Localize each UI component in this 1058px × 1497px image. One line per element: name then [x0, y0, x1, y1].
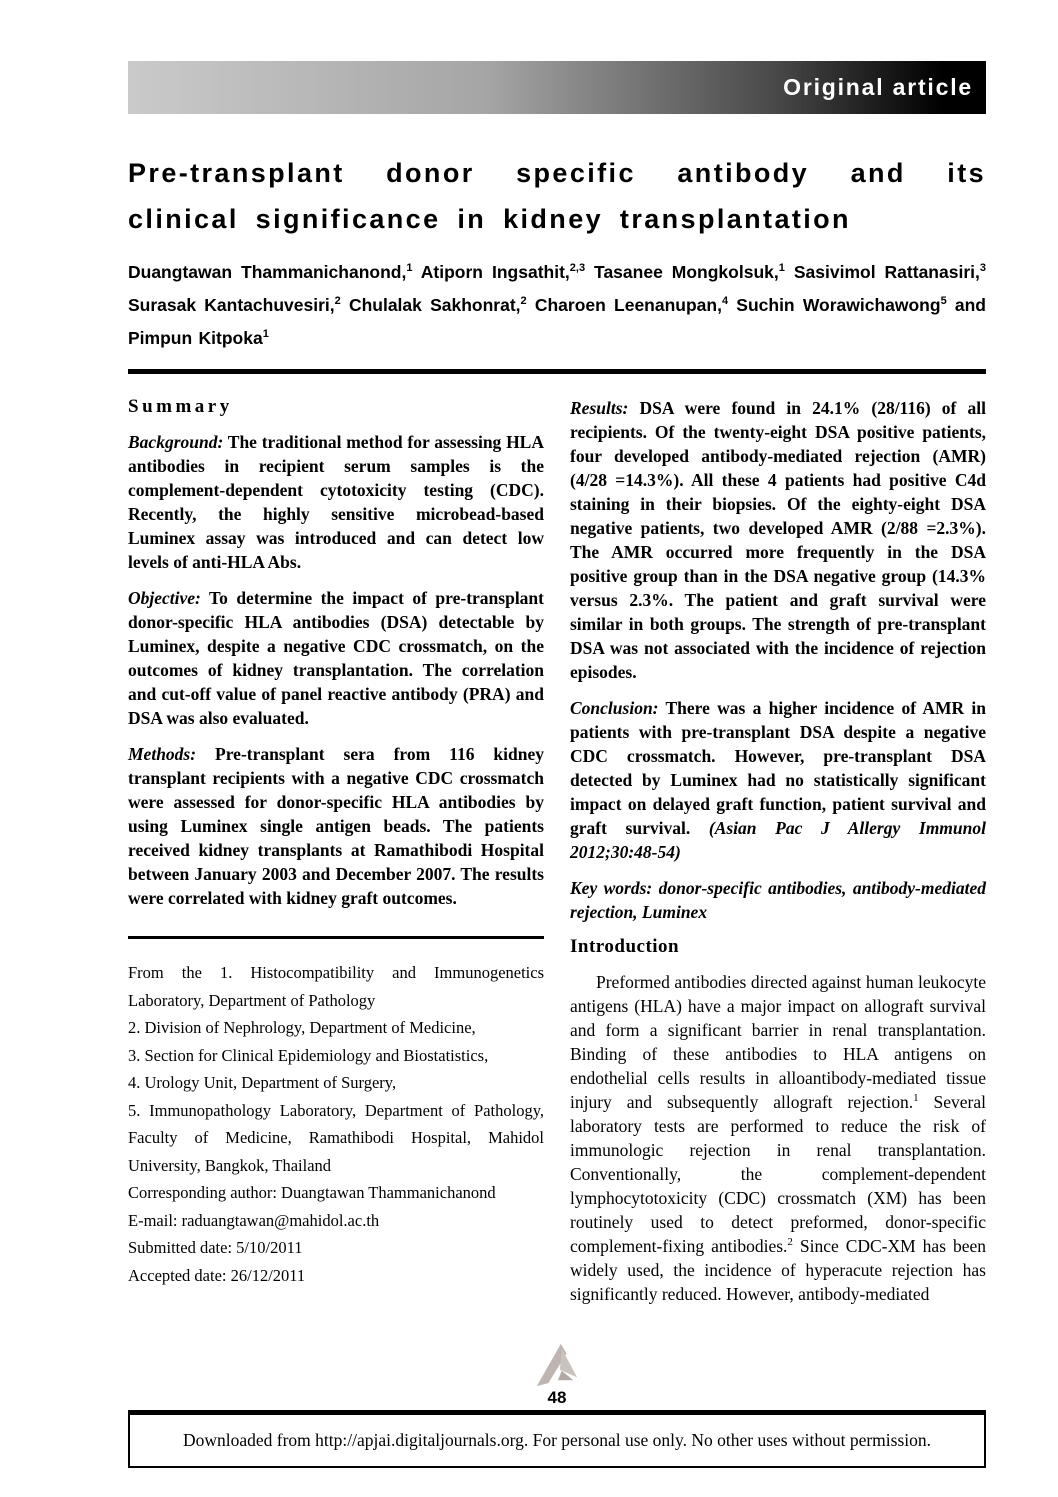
footnote-line: E-mail: raduangtawan@mahidol.ac.th [128, 1210, 380, 1230]
introduction-heading: Introduction [570, 936, 680, 957]
methods-text: Pre-transplant sera from 116 kidney transplant recipients with a negative CDC crossmatch were assessed for donor-specific HLA antibodies by using Luminex single antigen beads. The patients received kidney transplants at Ramathibodi Hospital between January 2003 and December 2007. The results were correlated with kidney graft outcomes. [128, 744, 544, 908]
conclusion-paragraph [570, 696, 986, 864]
footnote-line: Corresponding author: Duangtawan Thammanichanond [128, 1183, 496, 1202]
results-label: Results: [570, 398, 629, 418]
left-column [128, 396, 544, 1306]
affiliation-footnotes [128, 959, 544, 1289]
superscript: 2,3 [569, 262, 586, 275]
results-paragraph [570, 396, 986, 684]
background-label: Background: [128, 432, 224, 452]
results-text: DSA were found in 24.1% (28/116) of all recipients. Of the twenty-eight DSA positive patients, four developed antibody-mediated rejection (AMR) (4/28 =14.3%). All these 4 patients had positive C4d staining in their biopsies. Of the eighty-eight DSA negative patients, two developed AMR (2/88 =2.3%). The AMR occurred more frequently in the DSA positive group than in the DSA negative group (14.3% versus 2.3%. The patient and graft survival were similar in both groups. The strength of pre-transplant DSA was not associated with the incidence of rejection episodes. [570, 398, 986, 682]
page-footer [128, 1341, 986, 1408]
footnote-line: Accepted date: 26/12/2011 [128, 1265, 306, 1285]
superscript: 5 [940, 295, 947, 308]
superscript: 1 [913, 1092, 919, 1105]
footnote-line: 3. Section for Clinical Epidemiology and Biostatistics, [128, 1045, 489, 1065]
summary-heading: Summary [128, 396, 233, 417]
download-notice-box [128, 1410, 986, 1468]
superscript: 1 [262, 328, 269, 341]
superscript: 2 [334, 295, 341, 308]
superscript: 1 [406, 262, 413, 275]
keywords-text: donor-specific antibodies, antibody-mediated rejection, Luminex [570, 878, 986, 922]
right-column [570, 396, 986, 1306]
background-paragraph [128, 430, 544, 574]
footnote-line: 2. Division of Nephrology, Department of Medicine, [128, 1018, 476, 1037]
conclusion-text: There was a higher incidence of AMR in patients with pre-transplant DSA despite a negative CDC crossmatch. However, pre-transplant DSA detected by Luminex had no statistically significant impact on delayed graft function, patient survival and graft survival. [570, 698, 986, 838]
article-title: Pre-transplant donor specific antibody and its clinical significance in kidney transplantation [128, 158, 986, 234]
superscript: 3 [979, 262, 986, 275]
keywords-label: Key words: [570, 878, 653, 898]
methods-label: Methods: [128, 744, 197, 764]
page-content [128, 0, 986, 1306]
objective-label: Objective: [128, 588, 201, 608]
footnote-line: 5. Immunopathology Laboratory, Department of Pathology, Faculty of Medicine, Ramathibodi Hospital, Mahidol University, Bangkok, Thailand [128, 1100, 544, 1175]
footnote-line: 4. Urology Unit, Department of Surgery, [128, 1073, 397, 1092]
footnote-line: Submitted date: 5/10/2011 [128, 1238, 303, 1257]
two-column-abstract [128, 396, 986, 1306]
footnote-line: From the 1. Histocompatibility and Immunogenetics Laboratory, Department of Pathology [128, 963, 544, 1010]
original-article-label: Original article [783, 74, 973, 100]
title-divider-rule [128, 369, 986, 374]
download-notice-text: Downloaded from http://apjai.digitaljournals.org. For personal use only. No other uses without permission. [182, 1430, 932, 1450]
keywords-paragraph [570, 876, 986, 924]
superscript: 1 [778, 262, 785, 275]
methods-paragraph [128, 742, 544, 910]
superscript: 2 [787, 1236, 793, 1249]
superscript: 4 [721, 295, 729, 308]
background-text: The traditional method for assessing HLA antibodies in recipient serum samples is the complement-dependent cytotoxicity testing (CDC). Recently, the highly sensitive microbead-based Luminex assay was introduced and can detect low levels of anti-HLA Abs. [128, 432, 544, 572]
author-list: Duangtawan Thammanichanond,$^1$ Atiporn Ingsathit,$^{2,3}$ Tasanee Mongkolsuk,$^1$ Sasivimol Rattanasiri,$^3$ Surasak Kantachuvesiri,$^2$ Chulalak Sakhonrat,$^2$ Charoen Leenanupan,$^4$ Suchin Worawichawong$^5$ and Pimpun Kitpoka$^1$ [128, 262, 986, 348]
conclusion-label: Conclusion: [570, 698, 659, 718]
superscript: 2 [520, 295, 527, 308]
objective-paragraph [128, 586, 544, 730]
footnote-divider-rule [128, 936, 544, 939]
apjai-logo-icon [534, 1341, 580, 1387]
introduction-paragraph: Preformed antibodies directed against human leukocyte antigens (HLA) have a major impact on allograft survival and form a significant barrier in renal transplantation. Binding of these antibodies to HLA antigens on endothelial cells results in alloantibody-mediated tissue injury and subsequently allograft rejection.$^1$ Several laboratory tests are performed to reduce the risk of immunologic rejection in renal transplantation. Conventionally, the complement-dependent lymphocytotoxicity (CDC) crossmatch (XM) has been routinely used to detect preformed, donor-specific complement-fixing antibodies.$^2$ Since CDC-XM has been widely used, the incidence of hyperacute rejection has significantly reduced. However, antibody-mediated [570, 972, 986, 1304]
objective-text: To determine the impact of pre-transplant donor-specific HLA antibodies (DSA) detectable by Luminex, despite a negative CDC crossmatch, on the outcomes of kidney transplantation. The correlation and cut-off value of panel reactive antibody (PRA) and DSA was also evaluated. [128, 588, 544, 728]
journal-citation: (Asian Pac J Allergy Immunol 2012;30:48-54) [570, 818, 986, 862]
page-number: 48 [547, 1388, 567, 1407]
original-article-banner [128, 61, 986, 114]
